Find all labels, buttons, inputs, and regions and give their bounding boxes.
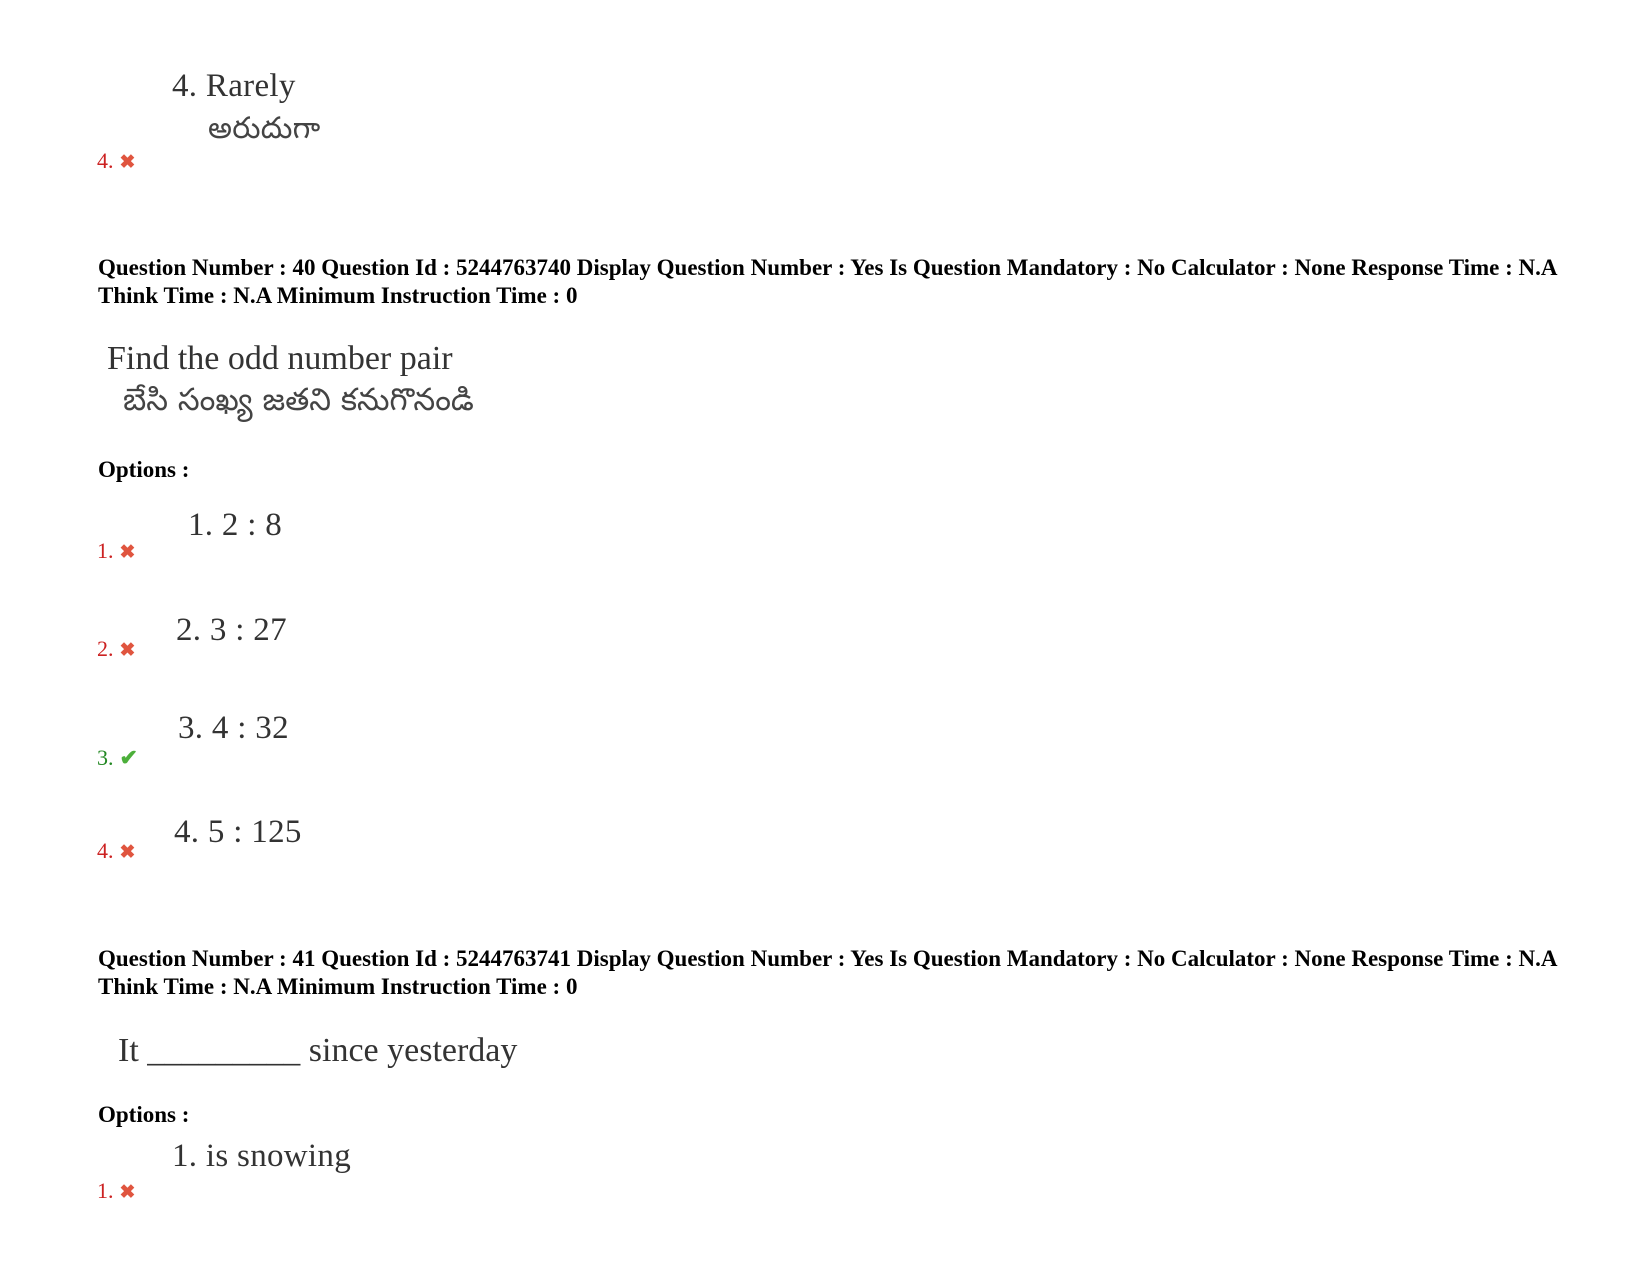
prev-option-4-number: 4.	[97, 148, 114, 173]
question-40-telugu: బేసి సంఖ్య జతని కనుగొనండి	[123, 382, 474, 418]
q40-option-2-marker	[97, 636, 135, 662]
prev-option-4-telugu: అరుదుగా	[208, 111, 321, 146]
q40-option-1-marker	[97, 538, 135, 564]
check-icon: ✔	[119, 745, 138, 770]
question-41-text: It _________ since yesterday	[118, 1032, 518, 1069]
q41-option-1-text: 1. is snowing	[172, 1138, 352, 1174]
q40-option-2-text: 2. 3 : 27	[176, 612, 287, 648]
prev-option-4-marker	[97, 148, 135, 174]
question-41-options-label: Options :	[98, 1102, 190, 1127]
q40-option-3-text: 3. 4 : 32	[178, 710, 289, 746]
q40-option-3-marker	[97, 745, 138, 771]
question-40-options-label: Options :	[98, 457, 190, 482]
q40-option-1-number: 1.	[97, 538, 114, 563]
prev-option-4-content	[172, 68, 321, 153]
cross-icon: ✖	[119, 640, 136, 661]
question-41-meta: Question Number : 41 Question Id : 5244763741 Display Question Number : Yes Is Question Mandatory : No Calculator : None Response Time : N.A Think Time : N.A Minimum Instruction Time : 0	[98, 946, 1557, 999]
q40-option-4-marker	[97, 838, 135, 864]
q40-option-1-text: 1. 2 : 8	[188, 507, 283, 543]
cross-icon: ✖	[119, 152, 136, 173]
question-40-text: Find the odd number pair	[107, 340, 453, 377]
cross-icon: ✖	[119, 842, 136, 863]
cross-icon: ✖	[119, 542, 136, 563]
question-40-meta: Question Number : 40 Question Id : 5244763740 Display Question Number : Yes Is Question Mandatory : No Calculator : None Response Time : N.A Think Time : N.A Minimum Instruction Time : 0	[98, 255, 1557, 308]
q40-option-4-number: 4.	[97, 838, 114, 863]
q40-option-4-text: 4. 5 : 125	[174, 814, 302, 850]
q40-option-3-number: 3.	[97, 745, 114, 770]
cross-icon: ✖	[119, 1182, 136, 1203]
prev-option-4-text: 4. Rarely	[172, 68, 296, 104]
q41-option-1-marker	[97, 1178, 135, 1204]
q40-option-2-number: 2.	[97, 636, 114, 661]
q41-option-1-number: 1.	[97, 1178, 114, 1203]
question-40-text-block	[107, 340, 474, 425]
